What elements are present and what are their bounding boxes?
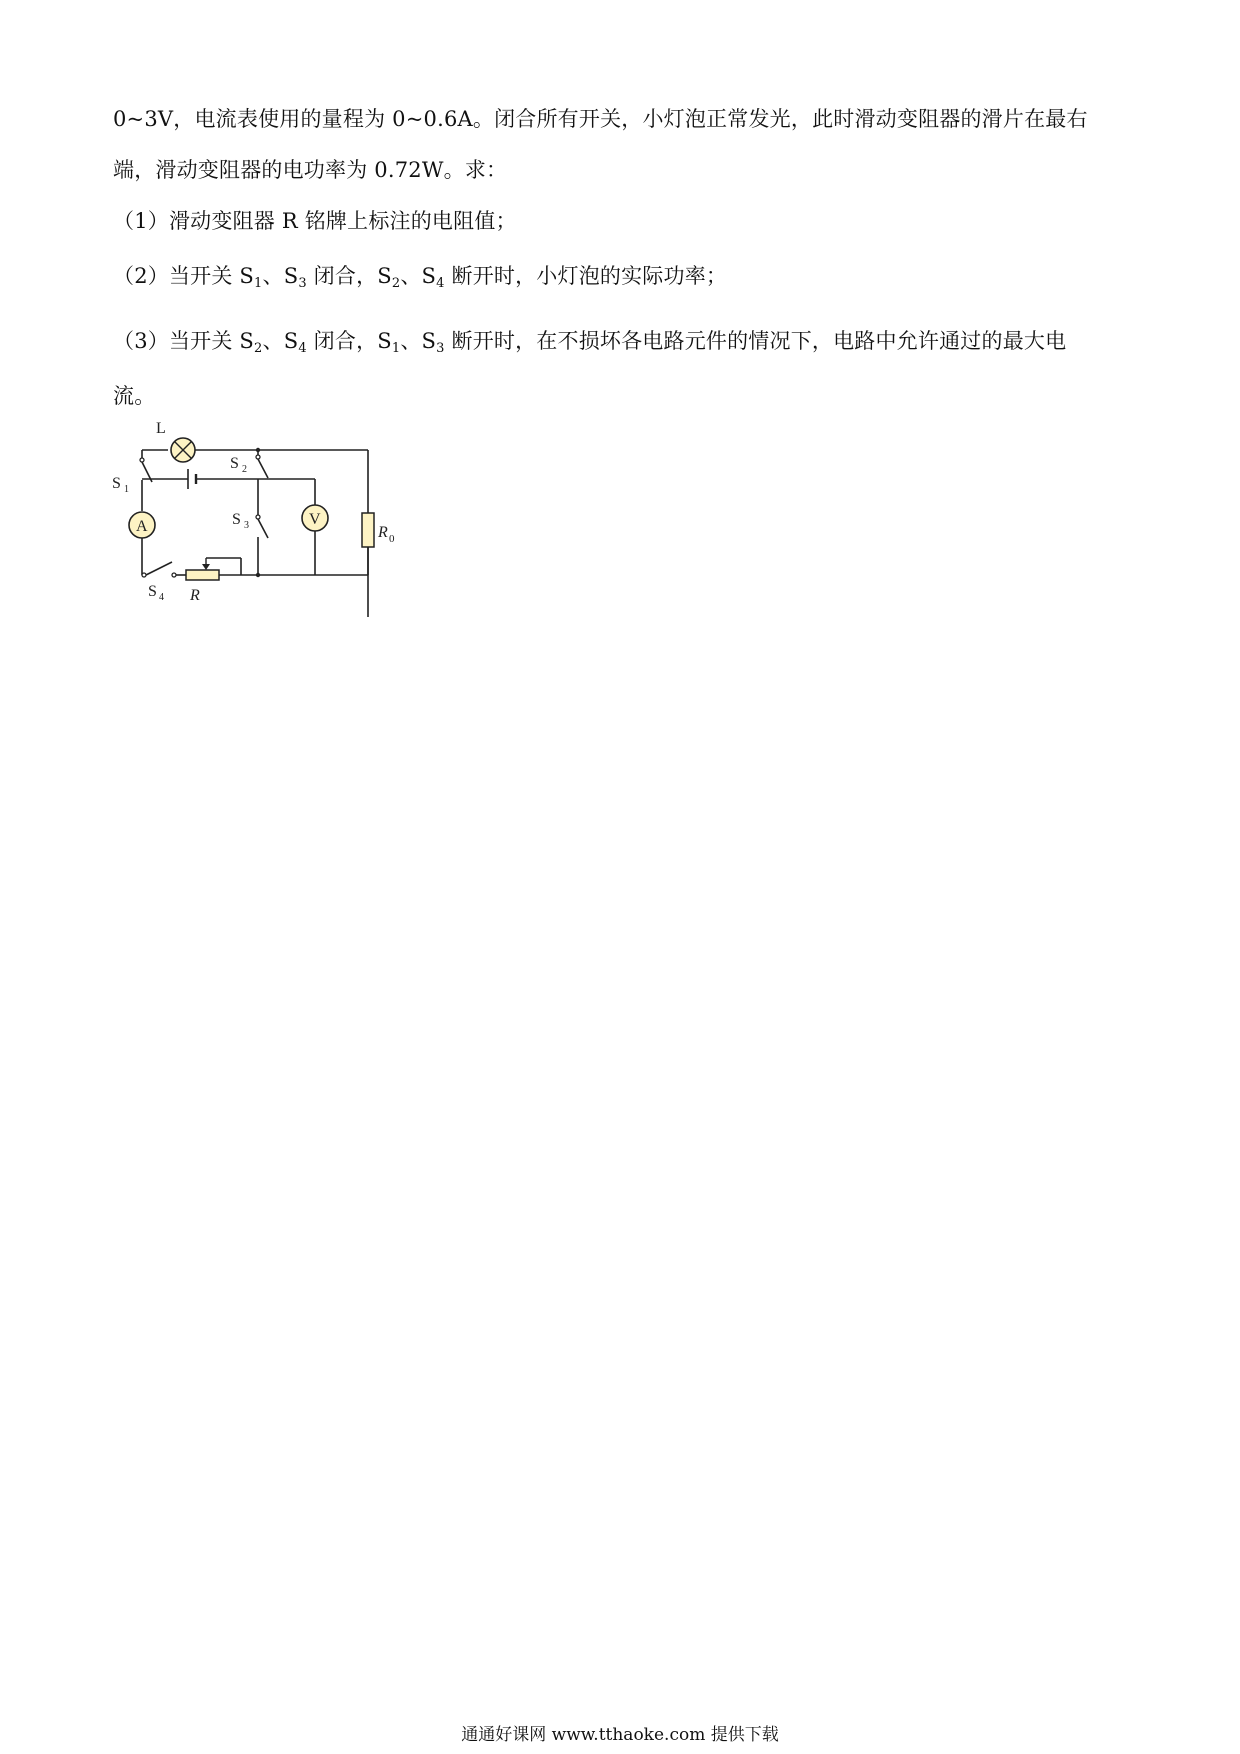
question-1: （1）滑动变阻器 R 铭牌上标注的电阻值； [113, 209, 517, 233]
r0-label: R [378, 524, 388, 541]
q3-sub-4: 4 [298, 341, 307, 356]
rheostat-arrow-icon [202, 564, 210, 570]
s2-contact [256, 455, 260, 459]
q2-part-e: 断开时，小灯泡的实际功率； [444, 264, 728, 288]
text-line-2: 端，滑动变阻器的电功率为 0.72W。求： [113, 158, 508, 182]
footer-credit: 通通好课网 www.tthaoke.com 提供下载 [461, 1725, 779, 1745]
s2-label: S [230, 455, 239, 472]
s1-label: S [112, 475, 121, 492]
s3-label: S [232, 511, 241, 528]
q2-part-c: 闭合，S [306, 264, 392, 288]
question-2 [113, 261, 727, 299]
lamp-label: L [156, 420, 166, 437]
question-3 [113, 326, 1066, 364]
r-label: R [190, 587, 200, 604]
s4-contact [142, 573, 146, 577]
r0-sub: 0 [389, 533, 395, 545]
q2-part-d: 、S [400, 264, 437, 288]
text-line-1: 0~3V，电流表使用的量程为 0~0.6A。闭合所有开关，小灯泡正常发光，此时滑动变阻器的滑片在最右 [113, 107, 1088, 131]
q2-sub-4: 4 [436, 276, 445, 291]
s2-switch-icon [258, 459, 268, 478]
q3-sub-2: 2 [254, 341, 263, 356]
s4-switch-icon [146, 562, 172, 575]
q3-part-c: 闭合，S [306, 329, 392, 353]
q3-sub-1: 1 [391, 341, 401, 356]
s3-sub: 3 [244, 520, 249, 531]
s4-contact-2 [172, 573, 176, 577]
q2-sub-3: 3 [298, 276, 307, 291]
s4-sub: 4 [159, 592, 164, 603]
ammeter-label: A [136, 518, 148, 535]
q2-sub-1: 1 [254, 276, 263, 291]
q2-sub-2: 2 [391, 276, 401, 291]
q2-part-b: 、S [262, 264, 299, 288]
s4-label: S [148, 583, 157, 600]
q3-part-d: 、S [400, 329, 437, 353]
r0-resistor-icon [362, 513, 374, 547]
s3-contact [256, 515, 260, 519]
voltmeter-label: V [309, 511, 321, 528]
rheostat-icon [186, 570, 219, 580]
q3-sub-3: 3 [436, 341, 445, 356]
q2-part-a: （2）当开关 S [113, 264, 255, 288]
s3-switch-icon [258, 519, 268, 538]
text-line-6: 流。 [113, 384, 156, 408]
q3-part-a: （3）当开关 S [113, 329, 255, 353]
q3-part-b: 、S [262, 329, 299, 353]
s1-contact [140, 458, 144, 462]
s1-sub: 1 [124, 484, 129, 495]
circuit-diagram [110, 418, 460, 658]
s2-sub: 2 [242, 464, 247, 475]
q3-part-e: 断开时，在不损坏各电路元件的情况下，电路中允许通过的最大电 [444, 329, 1067, 353]
junction-top [256, 448, 260, 452]
